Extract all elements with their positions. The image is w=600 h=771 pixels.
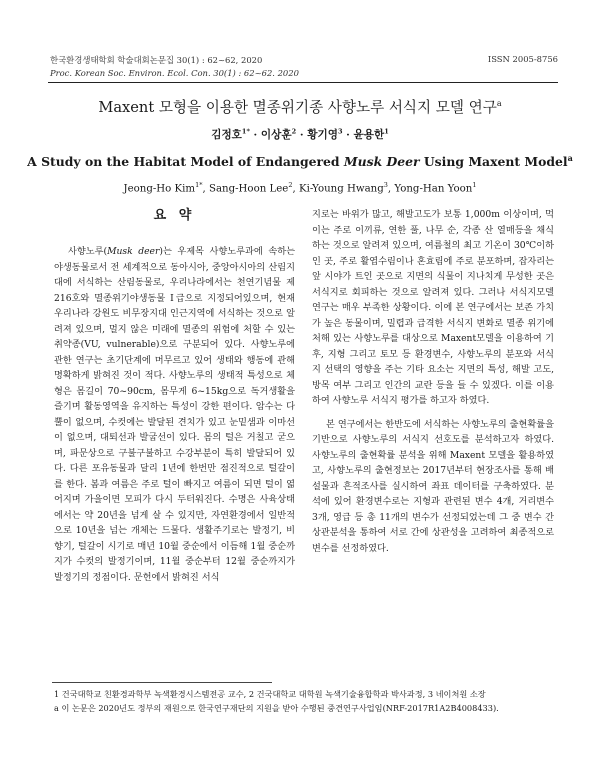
author-en: Sang-Hoon Lee	[208, 183, 289, 195]
species-name-italic: Musk deer	[107, 246, 160, 257]
paragraph-text: 사향노루(	[68, 246, 108, 257]
author-kr: 윤용한	[353, 129, 385, 141]
author-kr: 이상훈	[260, 129, 292, 141]
journal-header	[50, 54, 299, 79]
title-english-pre: A Study on the Habitat Model of Endangered	[27, 154, 344, 170]
authors-english: Jeong-Ho Kim$^{1*}$, Sang-Hoon Lee$^2$, Ki-Young Hwang$^3$, Yong-Han Yoon$^1$	[123, 181, 477, 195]
footnote-funding: a 이 논문은 2020년도 정부의 재원으로 한국연구재단의 지원을 받아 수행된 중견연구사업임(NRF-2017R1A2B4008433).	[54, 703, 499, 713]
header-rule	[48, 82, 558, 83]
author-en-sup: 2	[288, 181, 293, 189]
paragraph-text: )는 우제목 사향노루과에 속하는 야생동물로서 전 세계적으로 동아시아, 중앙아시아의 산림지대에 서식하는 산림동물로, 우리나라에서는 천연기념물 제216호와 멸종위기야생동물 Ⅰ급으로 지정되어있으며, 현재 우리나라 강원도 비무장지대 인근지역에 서식하는 것으로 알려져 있으며, 멀지 않은 미래에 멸종의 위험에 처할 수 있는 취약종(VU, vulnerable)으로 구분되어 있다. 사향노루에 관한 연구는 초기단계에 머무르고 있어 생태와 행동에 관해 명확하게 밝혀진 것이 적다. 사향노루의 생태적 특성으로 체형은 몸길이 70~90cm, 몸무게 6~15kg으로 독거생활을 즐기며 활동영역을 유지하는 특성이 강한 편이다. 암수는 다 뿔이 없으며, 수컷에는 발달된 견치가 있고 눈밑샘과 이마선이 없으며, 대퇴선과 발굽선이 있다. 몸의 털은 거칠고 굳으며, 파문상으로 구불구불하고 수강부분이 특히 발달되어 있다. 다른 포유동물과 달리 1년에 한번만 점진적으로 털갈이를 한다. 봄과 여름은 주로 털이 빠지고 여름이 되면 털이 엷어지며 가을이면 모피가 다시 두터워진다. 수명은 사육상태에서는 약 20년을 넘게 살 수 있지만, 자연환경에서 일반적으로 10년을 넘는 개체는 드물다. 생활주기로는 발정기, 비향기, 털갈이 시기로 매년 10월 중순에서 이듬해 1월 중순까지가 수컷의 발정기이며, 11월 중순부터 12월 중순까지가 발정기의 정점이다. 문헌에서 밝혀진 서식	[54, 246, 295, 583]
author-en-sup: 1	[472, 181, 477, 189]
author-kr: 김정호	[211, 129, 242, 141]
author-en: Yong-Han Yoon	[394, 183, 473, 195]
left-column	[54, 244, 295, 585]
title-english-sup: a	[567, 153, 573, 163]
footnote-affiliations: 1 건국대학교 친환경과학부 녹색환경시스템전공 교수, 2 건국대학교 대학원 녹색기술융합학과 박사과정, 3 네이처원 소장	[54, 689, 486, 699]
journal-citation-en: Proc. Korean Soc. Environ. Ecol. Con. 30(1) : 62~62. 2020	[50, 67, 299, 78]
author-kr-sup: 3	[337, 127, 343, 136]
author-en-sup: 1*	[195, 181, 203, 189]
abstract-paragraph: 본 연구에서는 한반도에 서식하는 사향노루의 출현확률을 기반으로 사향노루의 서식지 선호도를 분석하고자 하였다. 사향노루의 출현확률 분석을 위해 Maxent 모델을 활용하였고, 사향노루의 출현정보는 2017년부터 현장조사를 통해 배설물과 흔적조사를 실시하여 좌표 데이터를 구축하였다. 분석에 있어 환경변수로는 지형과 관련된 변수 4개, 거리변수 3개, 영급 등 총 11개의 변수가 선정되었는데 그 중 변수 간 상관분석을 통하여 서로 간에 상관성을 고려하여 최종적으로 변수를 선정하였다.	[312, 418, 554, 554]
author-kr-sup: 1	[384, 127, 389, 136]
abstract-heading: 요 약	[153, 208, 196, 223]
author-en-sup: 3	[383, 181, 388, 189]
title-korean-text: Maxent 모형을 이용한 멸종위기종 사향노루 서식지 모델 연구	[98, 99, 497, 116]
title-english	[0, 153, 600, 169]
authors-korean: 김정호$^{1*}$ · 이상훈$^2$ · 황기영$^3$ · 윤용한$^1$	[211, 127, 389, 141]
footnote-rule	[52, 682, 272, 683]
title-english-italic: Musk Deer	[343, 154, 420, 170]
author-kr-sup: 1*	[241, 127, 250, 136]
author-kr-sup: 2	[291, 127, 297, 136]
title-english-post: Using Maxent Model	[419, 154, 568, 170]
title-korean	[0, 96, 600, 117]
right-column	[312, 207, 554, 556]
author-kr: 황기영	[307, 129, 338, 141]
title-korean-sup: a	[496, 99, 502, 109]
abstract-paragraph	[54, 244, 295, 585]
author-en: Jeong-Ho Kim	[123, 183, 196, 195]
author-en: Ki-Young Hwang	[298, 183, 384, 195]
issn: ISSN 2005-8756	[487, 54, 558, 64]
abstract-paragraph-continued: 지로는 바위가 많고, 해발고도가 보통 1,000m 이상이며, 먹이는 주로 이끼류, 연한 풀, 나무 순, 각종 산 열매등을 채식하는 것으로 알려져 있으며, 여름철의 최고 기온이 30℃이하인 곳, 주로 활엽수림이나 혼효림에 주로 분포하며, 잡자리는 앞 시야가 트인 곳으로 지면의 식물이 지나치게 무성한 곳은 서식지로 회피하는 것으로 알려져 있다. 그러나 서식지모델 연구는 매우 부족한 상황이다. 이에 본 연구에서는 보존 가치가 높은 동물이며, 밀렵과 급격한 서식지 변화로 멸종 위기에 처해 있는 사향노루를 대상으로 Maxent모델을 이용하여 기후, 지형 그리고 토모 등 환경변수, 사향노루의 분포와 서식지 선택의 영향을 주는 기타 요소는 지면의 특성, 해발 고도, 방목 여부 그리고 인간의 교란 등을 들 수 있겠다. 이를 이용하여 사향노루 서식지 평가를 하고자 하였다.	[312, 209, 554, 406]
journal-citation-kr: 한국환경생태학회 학술대회논문집 30(1) : 62~62, 2020	[50, 55, 263, 65]
